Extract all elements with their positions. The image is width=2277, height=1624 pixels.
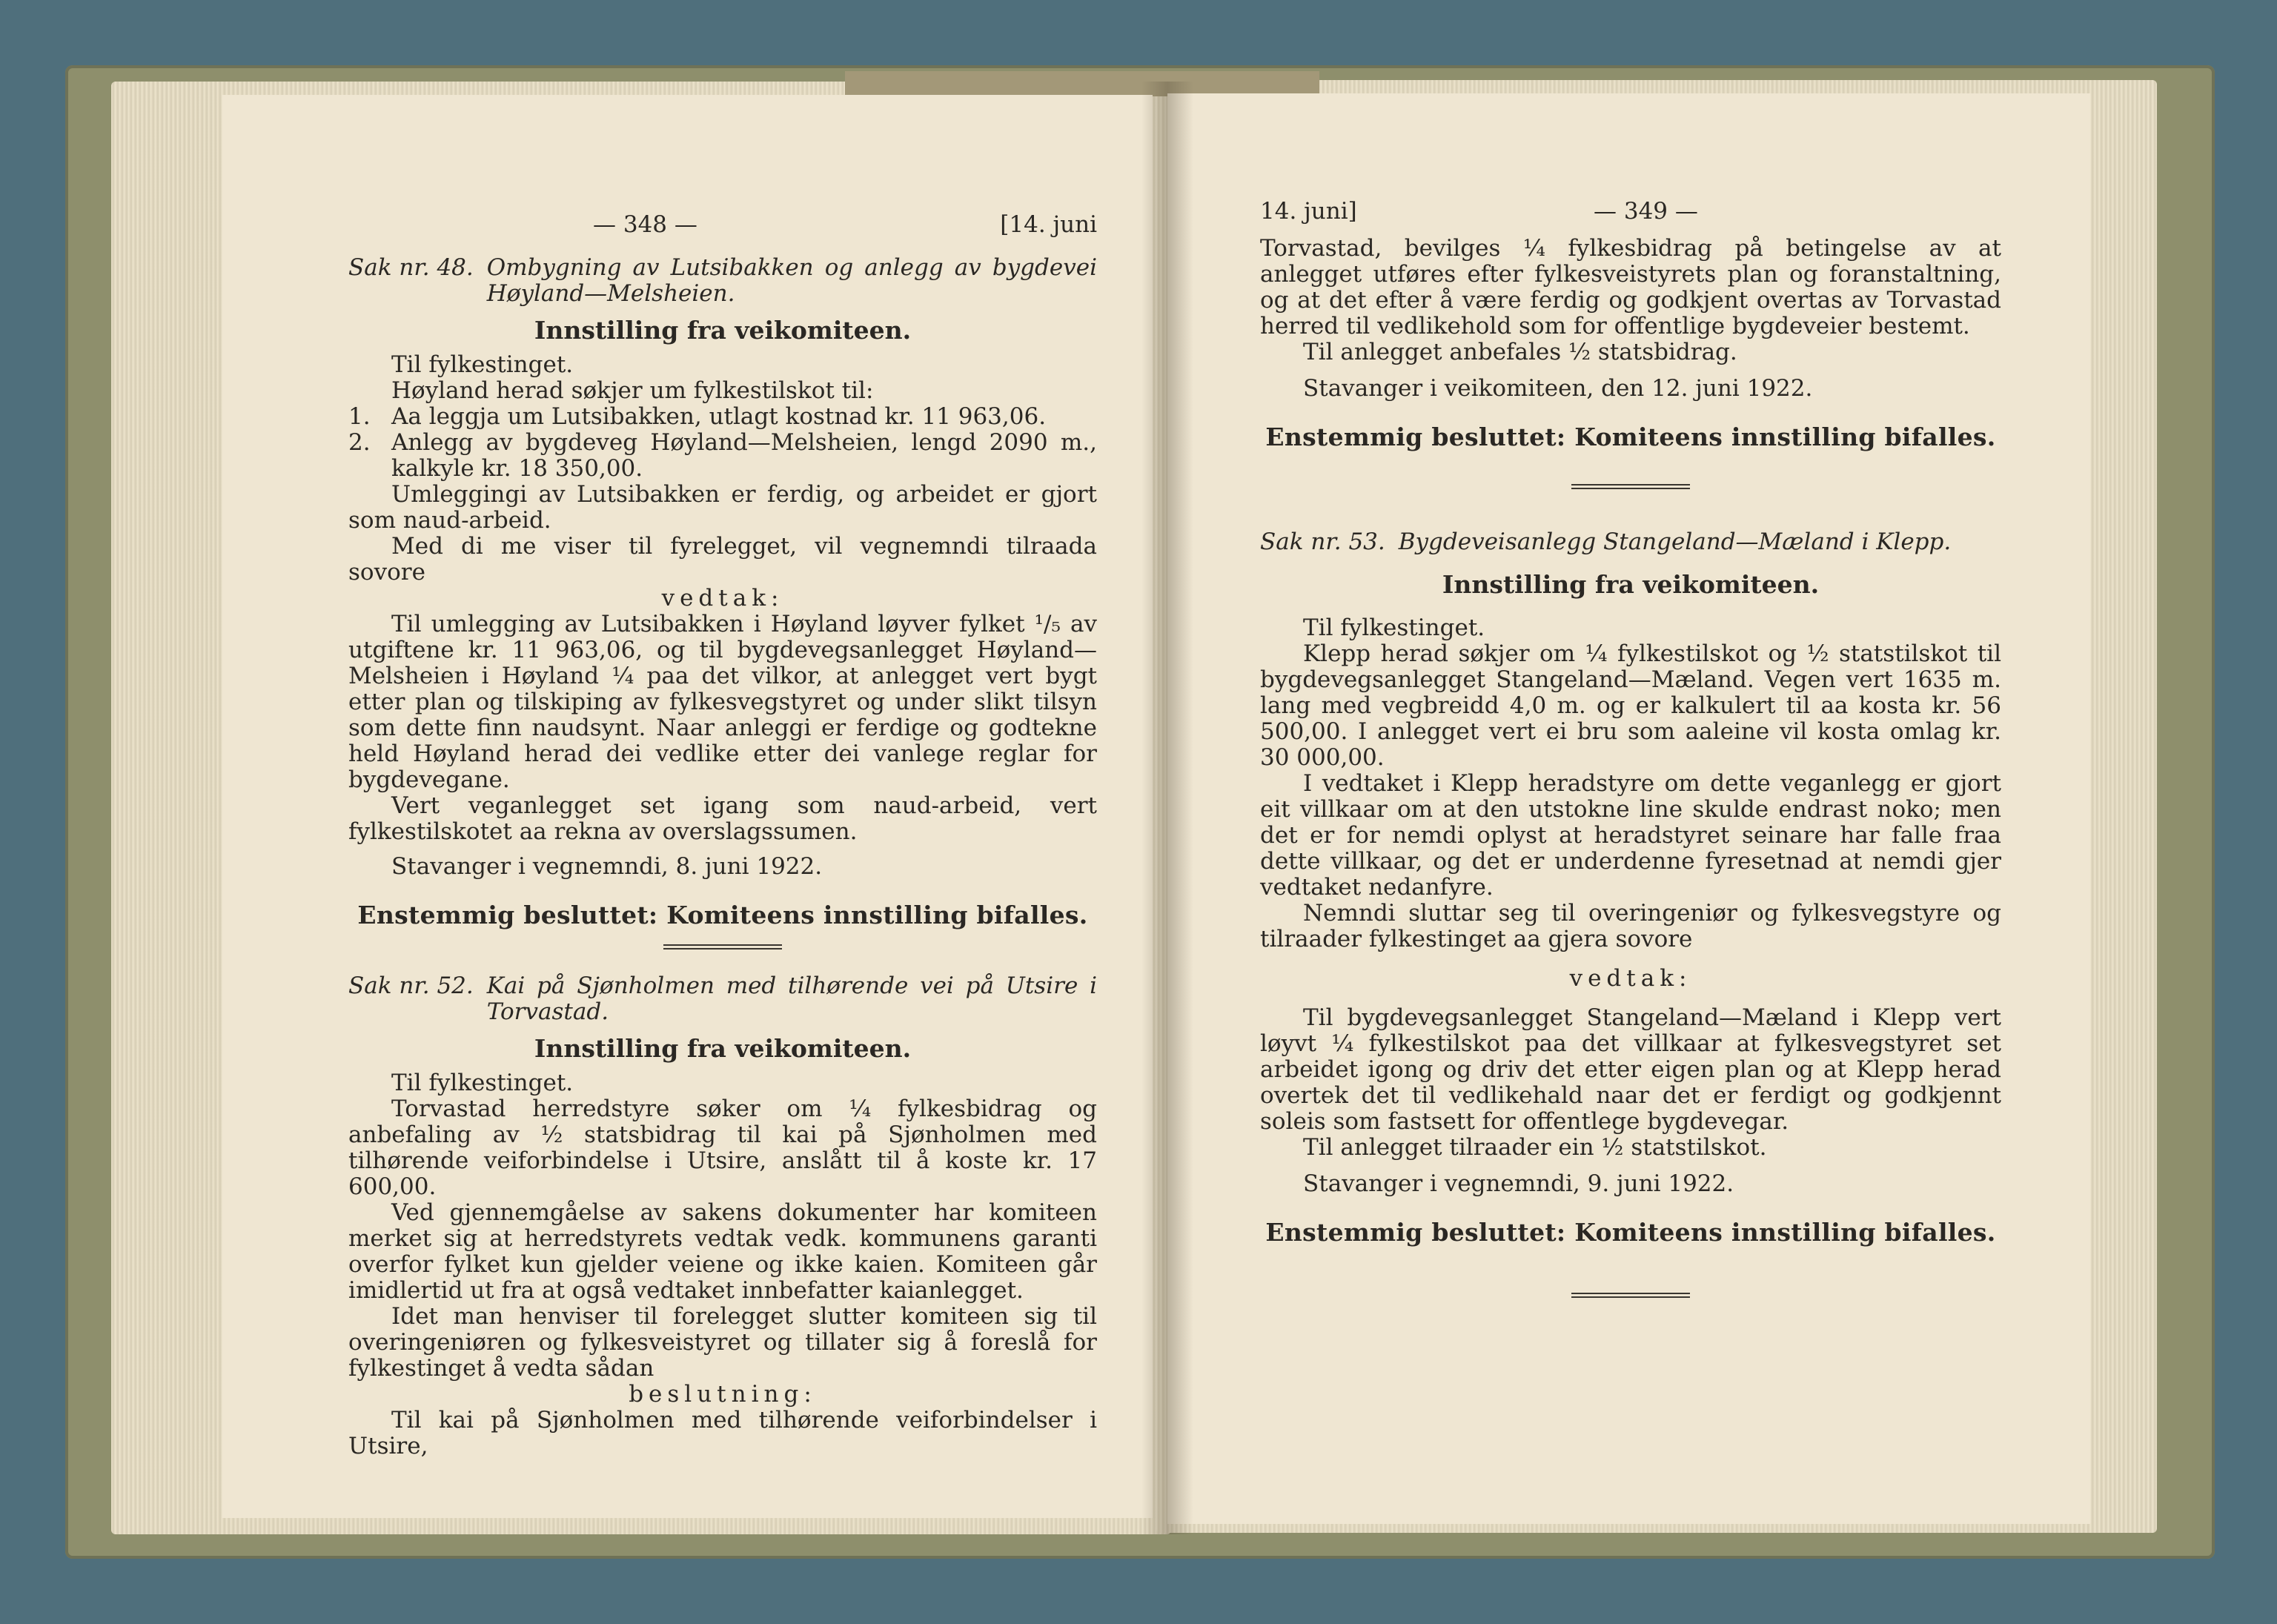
right-page-number: — 349 — — [1594, 198, 1698, 225]
sak48-sign: Stavanger i vegnemndi, 8. juni 1922. — [391, 853, 823, 880]
section-divider-right — [1571, 484, 1690, 489]
right-page-header — [1260, 199, 2001, 236]
sak48-item-2: 2. Anlegg av bygdeveg Høyland—Melsheien, lengd 2090 m., kalkyle kr. 18 350,00. — [348, 429, 1097, 482]
sak52-sign: Stavanger i veikomiteen, den 12. juni 1922. — [1303, 375, 1813, 402]
sak48-title — [348, 255, 1097, 307]
sak52-verdict: Enstemmig besluttet: Komiteens innstilling bifalles. — [1265, 422, 1996, 451]
sak52-title — [348, 973, 1097, 1025]
sak48-item-1: 1. Aa leggja um Lutsibakken, utlagt kostnad kr. 11 963,06. — [348, 403, 1047, 430]
sak53-para2: I vedtaket i Klepp heradstyre om dette veganlegg er gjort eit villkaar om at den utstokne line skulde endrast noko; men det er for nemdi oplyst at heradstyret seinare har falle fraa dette villkaar, og det er underdenne fyresetnad at nemdi gjer vedtaket nedanfyre. — [1260, 770, 2001, 901]
sak48-para2: Med di me viser til fyrelegget, vil vegnemndi tilraada sovore — [348, 533, 1097, 586]
right-running-head: 14. juni] — [1260, 198, 1357, 225]
bookmark-ribbon — [845, 71, 1319, 96]
sak48-number: Sak nr. 48. — [348, 254, 474, 281]
right-page — [1167, 93, 2090, 1524]
sak48-title-line1: Ombygning av Lutsibakken og anlegg av bygdevei — [486, 254, 1097, 281]
sak48-verdict: Enstemmig besluttet: Komiteens innstilling bifalles. — [357, 901, 1088, 929]
sak53-salutation: Til fylkestinget. — [1303, 614, 1485, 641]
section-divider-end — [1571, 1293, 1690, 1298]
left-running-head: [14. juni — [1000, 211, 1097, 238]
sak52-number: Sak nr. 52. — [348, 972, 474, 999]
section-divider — [663, 944, 782, 949]
sak53-verdict: Enstemmig besluttet: Komiteens innstilling bifalles. — [1265, 1218, 1996, 1247]
sak48-vedtak: vedtak: — [661, 585, 784, 612]
book-gutter — [1141, 82, 1193, 1534]
sak53-para1: Klepp herad søkjer om ¼ fylkestilskot og ½ statstilskot til bygdevegsanlegget Stangeland—Mæland. Vegen vert 1635 m. lang med vegbreidd 4,0 m. og er kalkulert til aa kosta kr. 56 500,00. I anlegget vert ei bru som aaleine vil kosta omlag kr. 30 000,00. — [1260, 640, 2001, 771]
sak53-para3: Nemndi sluttar seg til overingeniør og fylkesvegstyre og tilraader fylkestinget aa gjera sovore — [1260, 900, 2001, 952]
sak53-title-text: Bygdeveisanlegg Stangeland—Mæland i Klepp. — [1398, 528, 1952, 555]
sak48-para3: Til umlegging av Lutsibakken i Høyland løyver fylket ¹/₅ av utgiftene kr. 11 963,06, og til bygdevegsanlegget Høyland—Melsheien i Høyland ¼ paa det vilkor, at anlegget vert bygt etter plan og tilskiping av fylkesvegstyret og under slikt tilsyn som dette finn naudsynt. Naar anleggi er ferdige og godtekne held Høyland herad dei vedlike etter dei vanlege reglar for bygdevegane. — [348, 611, 1097, 793]
sak52-heading: Innstilling fra veikomiteen. — [534, 1034, 912, 1063]
sak52-title-line2: Torvastad. — [486, 998, 609, 1025]
left-page-content — [348, 212, 1097, 1459]
sak48-para4: Vert veganlegget set igang som naud-arbeid, vert fylkestilskotet aa rekna av overslagssumen. — [348, 792, 1097, 845]
sak53-para4: Til bygdevegsanlegget Stangeland—Mæland i Klepp vert løyvt ¼ fylkestilskot paa det villkaar at fylkesvegstyret set arbeidet igong og driv det etter eigen plan og at Klepp herad overtek det til vedlikehald naar det er ferdigt og godkjennt soleis som fastsett for offentlege bygdevegar. — [1260, 1004, 2001, 1135]
left-page-number: — 348 — — [593, 211, 697, 238]
sak48-title-line2: Høyland—Melsheien. — [486, 280, 735, 307]
right-page-content — [1260, 199, 2001, 1298]
sak52-para3: Idet man henviser til forelegget slutter komiteen sig til overingeniøren og fylkesveistyret og tillater sig å foreslå for fylkestinget å vedta sådan — [348, 1303, 1097, 1382]
sak48-para1: Umleggingi av Lutsibakken er ferdig, og arbeidet er gjort som naud-arbeid. — [348, 481, 1097, 534]
sak53-heading: Innstilling fra veikomiteen. — [1442, 570, 1820, 599]
sak52-continuation: Torvastad, bevilges ¼ fylkesbidrag på betingelse av at anlegget utføres efter fylkesveistyrets plan og foranstaltning, og at det efter å være ferdig og godkjent overtas av Torvastad herred til vedlikehold som for offentlige bygdeveier bestemt. — [1260, 235, 2001, 339]
sak48-heading: Innstilling fra veikomiteen. — [534, 316, 912, 345]
sak53-sign: Stavanger i vegnemndi, 9. juni 1922. — [1303, 1170, 1734, 1197]
sak52-para4: Til kai på Sjønholmen med tilhørende veiforbindelser i Utsire, — [348, 1407, 1097, 1459]
sak48-intro: Høyland herad søkjer um fylkestilskot til: — [391, 377, 874, 404]
left-page-header — [348, 212, 1097, 249]
sak52-salutation: Til fylkestinget. — [391, 1070, 574, 1096]
sak52-para1: Torvastad herredstyre søker om ¼ fylkesbidrag og anbefaling av ½ statsbidrag til kai på Sjønholmen med tilhørende veiforbindelse i Utsire, anslått til å koste kr. 17 600,00. — [348, 1096, 1097, 1200]
sak48-salutation: Til fylkestinget. — [391, 351, 574, 378]
sak53-number: Sak nr. 53. — [1260, 528, 1385, 555]
sak52-title-line1: Kai på Sjønholmen med tilhørende vei på Utsire i — [486, 972, 1097, 999]
sak52-beslutning: beslutning: — [629, 1381, 817, 1408]
sak53-title — [1260, 529, 2001, 555]
sak53-vedtak: vedtak: — [1569, 965, 1692, 992]
sak52-para2: Ved gjennemgåelse av sakens dokumenter har komiteen merket sig at herredstyrets vedtak vedk. kommunens garanti overfor fylket kun gjelder veiene og ikke kaien. Komiteen går imidlertid ut fra at også vedtaket innbefatter kaianlegget. — [348, 1199, 1097, 1304]
sak53-para5: Til anlegget tilraader ein ½ statstilskot. — [1303, 1134, 1767, 1161]
sak52-continuation-2: Til anlegget anbefales ½ statsbidrag. — [1303, 339, 1737, 365]
left-page — [222, 95, 1153, 1518]
